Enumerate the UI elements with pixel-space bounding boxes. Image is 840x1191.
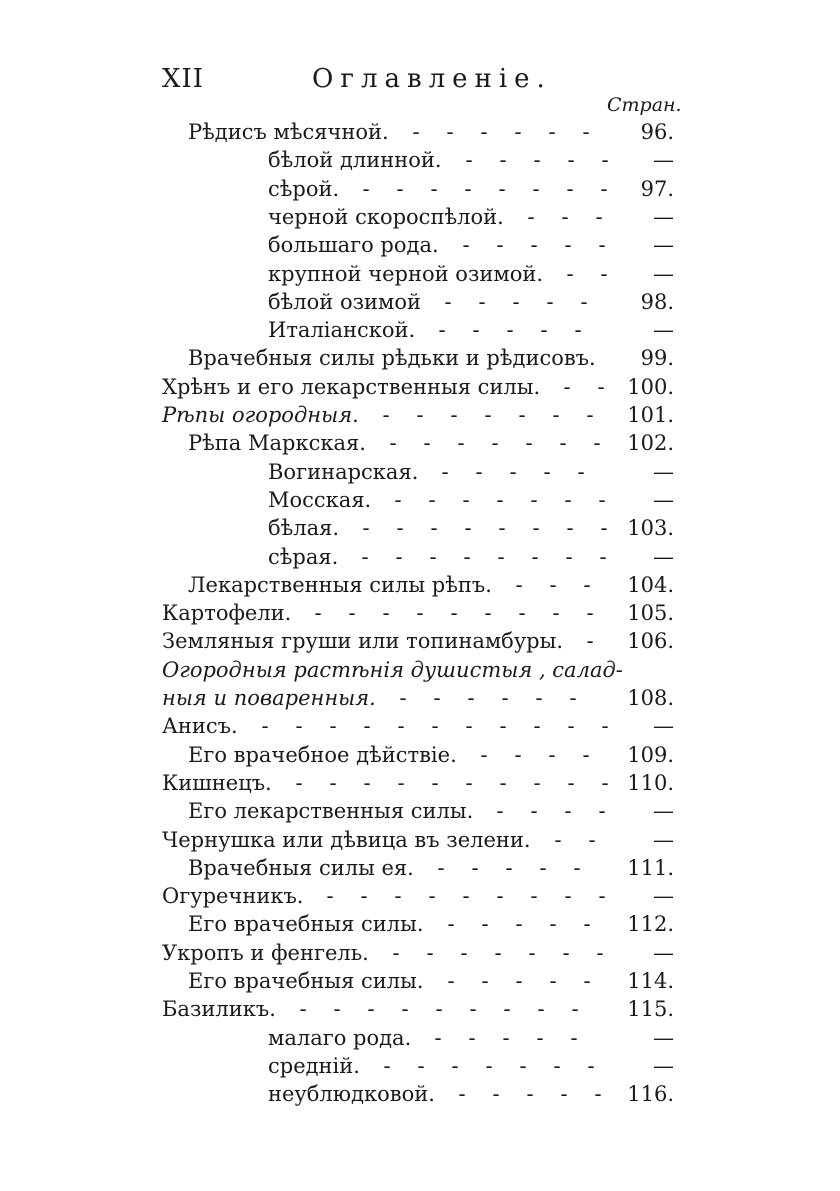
toc-entry-title: Его врачебное дѣйствіе. [188, 742, 457, 767]
toc-page-number: 105. [627, 601, 674, 626]
toc-entry-title: малаго рода. [268, 1025, 412, 1050]
dot-leader: - - - - - [438, 318, 582, 343]
toc-entry [0, 203, 840, 231]
dot-leader: - [586, 629, 594, 654]
dot-leader: - - - - - - - [383, 1053, 595, 1078]
toc-entry [0, 769, 840, 797]
toc-entry [0, 1024, 840, 1052]
toc-entry [0, 146, 840, 174]
dot-leader: - - - - - - - - - [314, 601, 594, 626]
toc-page-number: 109. [627, 742, 674, 767]
dot-leader: - - - - - - - - - - - [261, 714, 609, 739]
toc-entry-title: Кишнецъ. [162, 770, 272, 795]
toc-entry [0, 882, 840, 910]
dot-leader: - - - [515, 572, 591, 597]
toc-entry [0, 627, 840, 655]
toc-entry [0, 401, 840, 429]
toc-page-number: — [653, 233, 674, 258]
page-column-label: Стран. [607, 94, 682, 116]
page-header [162, 64, 682, 100]
toc-entry [0, 429, 840, 457]
toc-page-number: 100. [627, 374, 674, 399]
toc-entry-title: Врачебныя силы рѣдьки и рѣдисовъ. [188, 346, 596, 371]
dot-leader: - - - - - - - - [361, 544, 607, 569]
dot-leader: - - - - - - - [382, 403, 594, 427]
toc-page-number: 103. [627, 516, 674, 541]
toc-entry-title: Земляныя груши или топинамбуры. [162, 629, 564, 654]
toc-entry [0, 656, 840, 684]
dot-leader: - - - - [480, 742, 590, 767]
toc-page-number: 111. [627, 855, 674, 880]
toc-entry-title: Его врачебныя силы. [188, 969, 424, 993]
toc-page-number: 101. [627, 403, 674, 427]
dot-leader: - - - - - - - - - [299, 997, 579, 1022]
toc-entry-title: Мосская. [268, 487, 372, 512]
toc-entry-title: Рѣпы огородныя. [162, 403, 359, 427]
toc-entry-title: Лекарственныя силы рѣпъ. [188, 572, 492, 597]
page-folio: XII [162, 64, 205, 94]
toc-entry-title: бѣлой длинной. [268, 148, 442, 173]
toc-page-number: 97. [640, 176, 674, 201]
toc-page-number: 115. [627, 997, 674, 1022]
dot-leader: - - - - - [444, 289, 588, 314]
dot-leader: - - - - [496, 799, 606, 824]
toc-entry [0, 854, 840, 882]
toc-page-number: 112. [627, 912, 674, 937]
dot-leader: - - - - - [434, 1025, 578, 1050]
toc-page-number: — [653, 318, 674, 343]
toc-entry-title: бѣлая. [268, 516, 340, 541]
toc-page-number: 96. [640, 120, 674, 144]
toc-page-number: — [653, 487, 674, 512]
toc-entry [0, 543, 840, 571]
toc-page-number: — [653, 204, 674, 229]
dot-leader: - - - - - [447, 969, 591, 993]
toc-entry [0, 939, 840, 967]
toc-entry-title: Хрѣнъ и его лекарственныя силы. [162, 374, 541, 399]
toc-entry [0, 712, 840, 740]
toc-page-number: — [653, 714, 674, 739]
dot-leader: - - [563, 374, 605, 399]
toc-entry-title: Огородныя растѣнія душистыя , салад- [162, 657, 623, 682]
toc-entry-title: Укропъ и фенгель. [162, 940, 369, 965]
toc-page-number: 114. [627, 969, 674, 993]
toc-entry [0, 514, 840, 542]
dot-leader: - - - - - - - - - [326, 884, 606, 909]
dot-leader: - - - - - [437, 855, 581, 880]
dot-leader: - - [554, 827, 596, 852]
toc-entry [0, 316, 840, 344]
toc-page-number: — [653, 799, 674, 824]
dot-leader: - - - - - [447, 912, 591, 937]
toc-entry-title: черной скороспѣлой. [268, 204, 504, 229]
toc-page-number: — [653, 940, 674, 965]
toc-entry-title: Огуречникъ. [162, 884, 304, 909]
toc-page-number: — [653, 827, 674, 852]
toc-entry-title: Базиликъ. [162, 997, 276, 1022]
toc-entry-title: ныя и поваренныя. [162, 686, 376, 710]
dot-leader: - - - - - [465, 148, 609, 173]
toc-entry [0, 684, 840, 712]
dot-leader: - - [566, 261, 608, 286]
toc-page-number: — [653, 261, 674, 286]
dot-leader: - - - - - [458, 1082, 602, 1107]
toc-entry-title: бѣлой озимой [268, 289, 422, 314]
toc-entry-title: Чернушка или дѣвица въ зелени. [162, 827, 531, 852]
toc-entry-title: Вогинарская. [268, 459, 419, 484]
dot-leader: - - - - - - [412, 120, 590, 144]
dot-leader: - - - - - [441, 459, 585, 484]
toc-entry [0, 373, 840, 401]
toc-page-number: — [653, 1025, 674, 1050]
toc-entry-title: Его врачебныя силы. [188, 912, 424, 937]
toc-page-number: — [653, 148, 674, 173]
toc-page-number: — [653, 544, 674, 569]
toc-entry [0, 175, 840, 203]
toc-entry-title: Рѣдисъ мѣсячной. [188, 120, 389, 144]
toc-entry-title: сѣрой. [268, 176, 340, 201]
toc-entry [0, 344, 840, 372]
toc-entry-title: большаго рода. [268, 233, 439, 258]
toc-page-number: 102. [627, 431, 674, 456]
toc-entry [0, 571, 840, 599]
dot-leader: - - - - - - - [392, 940, 604, 965]
toc-entry-title: Рѣпа Маркская. [188, 431, 366, 456]
dot-leader: - - - - - - - [394, 487, 606, 512]
toc-entry [0, 118, 840, 146]
toc-entry [0, 967, 840, 995]
running-title: Оглавленіе. [312, 64, 552, 94]
toc-page-number: 104. [627, 572, 674, 597]
dot-leader: - - - - - [462, 233, 606, 258]
toc-entry-title: Его лекарственныя силы. [188, 799, 474, 824]
toc-page-number: 108. [627, 686, 674, 710]
toc-entry [0, 599, 840, 627]
dot-leader: - - - - - - - - [362, 176, 608, 201]
dot-leader: - - - - - - - - - - [295, 770, 609, 795]
toc-entry [0, 458, 840, 486]
toc-entry [0, 797, 840, 825]
toc-entry [0, 231, 840, 259]
toc-page-number: 106. [627, 629, 674, 654]
toc-page-number: 98. [640, 289, 674, 314]
toc-entry-title: Врачебныя силы ея. [188, 855, 414, 880]
toc-entry-title: неублюдковой. [268, 1082, 435, 1107]
toc-entry [0, 826, 840, 854]
dot-leader: - - - - - - - [389, 431, 601, 456]
toc-page-number: 110. [627, 770, 674, 795]
toc-entry [0, 995, 840, 1023]
dot-leader: - - - - - - [399, 686, 577, 710]
toc-entry [0, 486, 840, 514]
toc-page-number: 99. [640, 346, 674, 371]
toc-entry [0, 288, 840, 316]
toc-page-number: — [653, 884, 674, 909]
toc-entry [0, 1080, 840, 1108]
toc-page-number: — [653, 459, 674, 484]
toc-entry-title: средній. [268, 1053, 360, 1078]
toc-entry [0, 1052, 840, 1080]
toc-entry-title: Анисъ. [162, 714, 238, 739]
toc-page-number: 116. [627, 1082, 674, 1107]
toc-entry [0, 910, 840, 938]
toc-entry-title: Италіанской. [268, 318, 416, 343]
toc-entry-title: Картофели. [162, 601, 292, 626]
dot-leader: - - - [527, 204, 603, 229]
toc-entry [0, 741, 840, 769]
toc-entry [0, 260, 840, 288]
dot-leader: - - - - - - - - [362, 516, 608, 541]
toc-page-number: — [653, 1053, 674, 1078]
toc-entry-title: сѣрая. [268, 544, 339, 569]
toc-entry-title: крупной черной озимой. [268, 261, 544, 286]
